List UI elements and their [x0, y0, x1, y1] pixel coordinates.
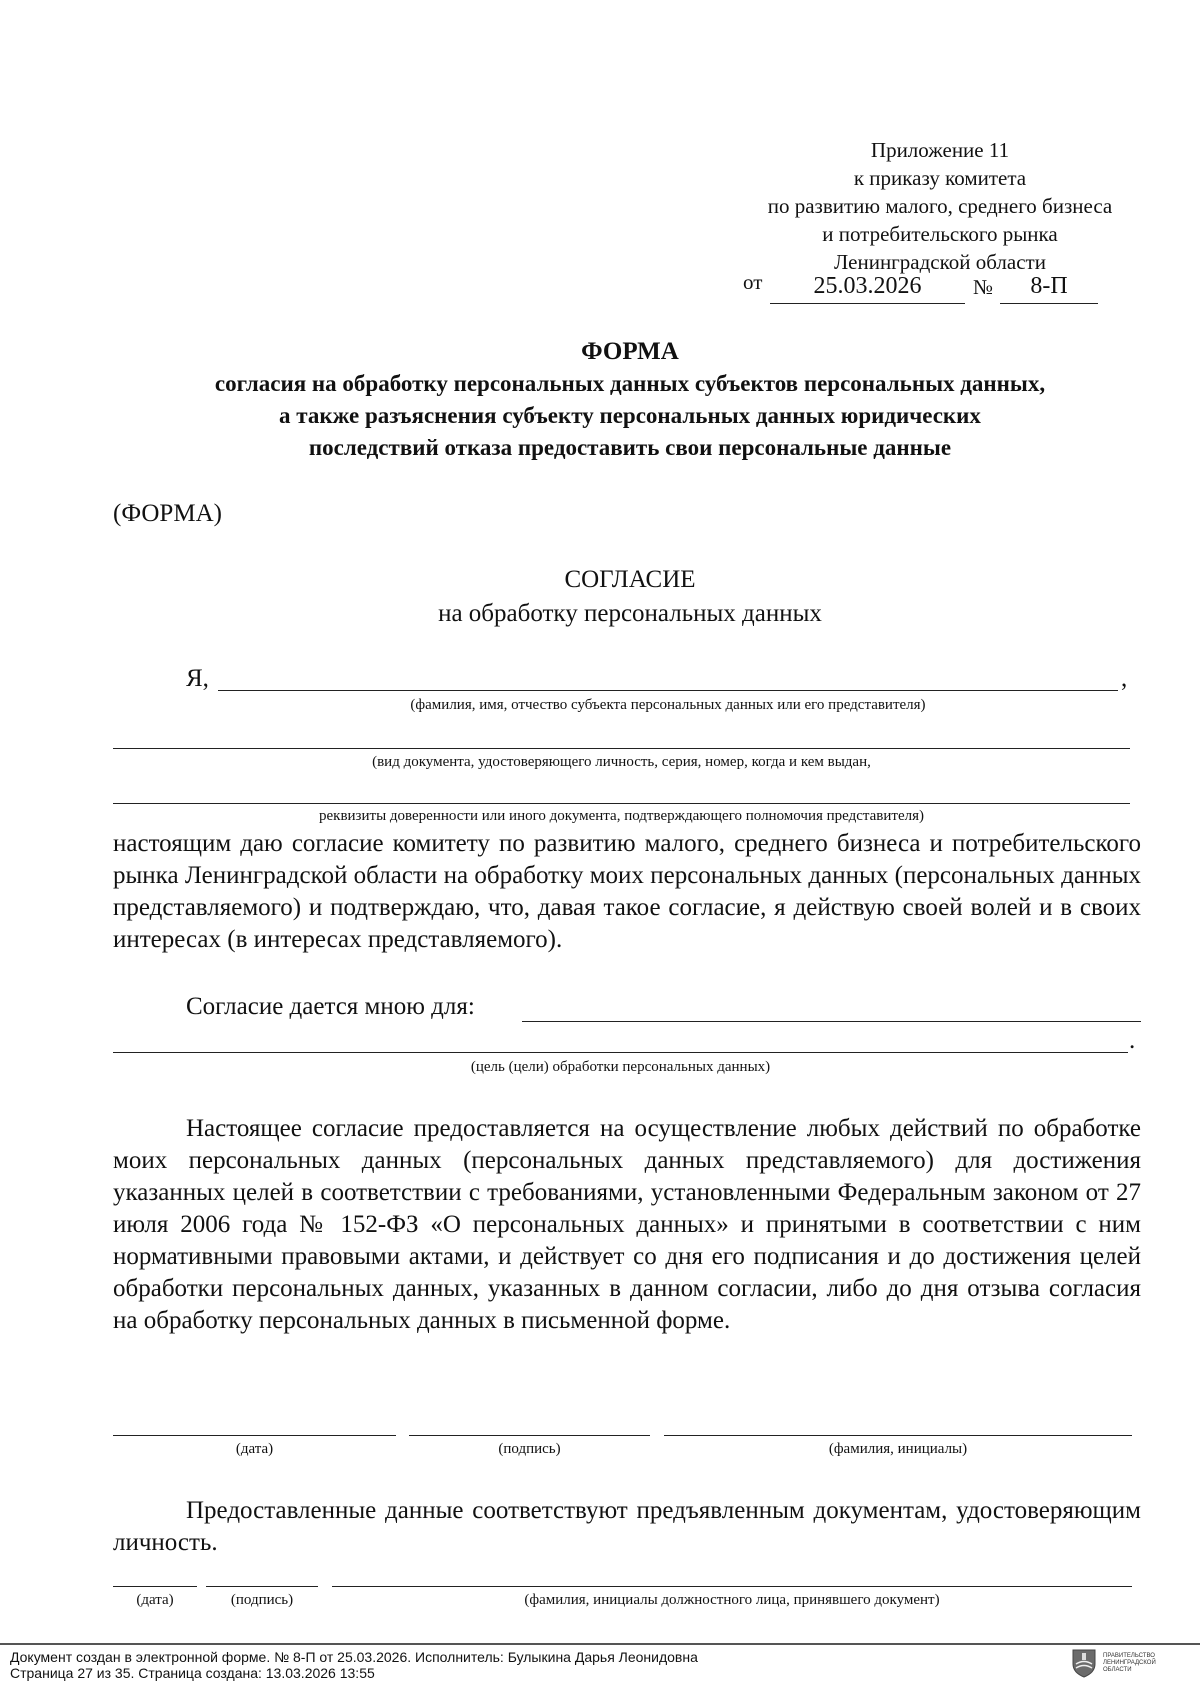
footer-divider [0, 1643, 1200, 1645]
footer-info [10, 1649, 698, 1681]
verification-paragraph: Предоставленные данные соответствуют предъявленным документам, удостоверяющим личность. [113, 1497, 1141, 1556]
title-line: а также разъяснения субъекту персональных данных юридических [279, 403, 981, 428]
proxy-document-caption: реквизиты доверенности или иного документа, подтверждающего полномочия представителя) [319, 808, 924, 824]
purpose-label: Согласие дается мною для: [186, 993, 475, 1020]
official-date-field[interactable] [113, 1586, 197, 1587]
consent-paragraph: настоящим даю согласие комитету по развитию малого, среднего бизнеса и потребительского рынка Ленинградской области на обработку моих персональных данных (персональных данных представляемого) и подтверждаю, что, давая такое согласие, я действую своей волей и в своих интересах (в интересах представляемого). [113, 830, 1141, 953]
name-initials-field[interactable] [664, 1435, 1132, 1436]
government-logo-text: ПРАВИТЕЛЬСТВО ЛЕНИНГРАДСКОЙ ОБЛАСТИ [1103, 1652, 1156, 1673]
i-label: Я, [186, 665, 209, 692]
name-initials-caption: (фамилия, инициалы) [828, 1441, 968, 1457]
proxy-document-field[interactable] [113, 803, 1130, 804]
appendix-header [735, 136, 1145, 276]
date-field[interactable] [113, 1435, 396, 1436]
fio-field[interactable] [218, 690, 1118, 691]
official-signature-caption: (подпись) [230, 1592, 294, 1608]
signature-caption: (подпись) [498, 1441, 561, 1457]
consent-subheading: на обработку персональных данных [438, 600, 822, 627]
purpose-field[interactable] [522, 1021, 1141, 1022]
appendix-line: по развитию малого, среднего бизнеса [767, 194, 1113, 218]
footer-line: Страница 27 из 35. Страница создана: 13.03.2026 13:55 [10, 1665, 375, 1681]
date-caption: (дата) [235, 1441, 274, 1457]
document-title [95, 336, 1165, 464]
title-line: согласия на обработку персональных данных субъектов персональных данных, [214, 371, 1046, 396]
official-date-caption: (дата) [136, 1592, 174, 1608]
official-signature-field[interactable] [206, 1586, 318, 1587]
order-number-prefix: № [973, 275, 994, 299]
footer-line: Документ создан в электронной форме. № 8-П от 25.03.2026. Исполнитель: Булыкина Дарья Леонидовна [10, 1649, 698, 1665]
purpose-field-continued[interactable] [113, 1052, 1128, 1053]
signature-field[interactable] [409, 1435, 650, 1436]
appendix-line: Ленинградской области [834, 250, 1046, 274]
identity-document-caption: (вид документа, удостоверяющего личность, серия, номер, когда и кем выдан, [372, 754, 871, 770]
official-name-caption: (фамилия, инициалы должностного лица, принявшего документ) [524, 1592, 940, 1608]
appendix-line: Приложение 11 [870, 138, 1010, 162]
comma: , [1121, 665, 1128, 692]
period: . [1129, 1027, 1136, 1054]
form-label: (ФОРМА) [113, 500, 222, 527]
consent-heading: СОГЛАСИЕ [564, 566, 696, 593]
order-number: 8-П [1000, 271, 1098, 304]
government-logo [1071, 1648, 1163, 1678]
purpose-caption: (цель (цели) обработки персональных данных) [470, 1059, 771, 1075]
official-name-field[interactable] [332, 1586, 1132, 1587]
title-line: последствий отказа предоставить свои персональные данные [308, 435, 952, 460]
consent-terms-paragraph: Настоящее согласие предоставляется на осуществление любых действий по обработке моих персональных данных (персональных данных представляемого) для достижения указанных целей в соответствии с требованиями, установленными Федеральным законом от 27 июля 2006 года № 152-ФЗ «О персональных данных» и принятыми в соответствии с ним нормативными правовыми актами, и действует со дня его подписания и до достижения целей обработки персональных данных, указанных в данном согласии, либо до дня отзыва согласия на обработку персональных данных в письменной форме. [113, 1115, 1141, 1334]
appendix-line: к приказу комитета [853, 166, 1027, 190]
identity-document-field[interactable] [113, 748, 1130, 749]
title-main: ФОРМА [581, 338, 679, 365]
order-date-prefix: от [743, 270, 763, 294]
fio-caption: (фамилия, имя, отчество субъекта персональных данных или его представителя) [410, 697, 926, 713]
order-date: 25.03.2026 [770, 271, 965, 304]
consent-title [300, 563, 960, 631]
appendix-line: и потребительского рынка [822, 222, 1058, 246]
coat-of-arms-icon [1071, 1648, 1097, 1678]
